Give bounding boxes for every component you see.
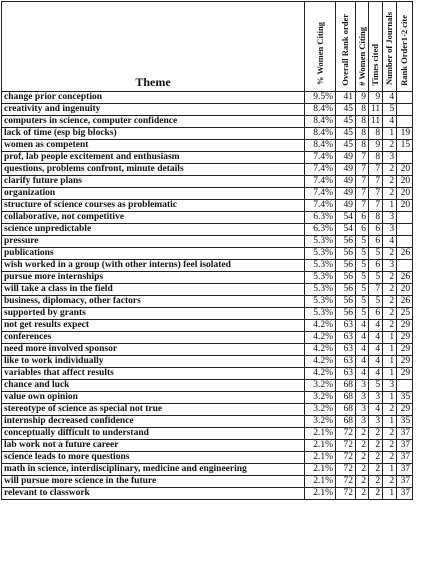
times-cited-cell: 2 xyxy=(369,488,383,500)
number-of-journals-cell: 1 xyxy=(383,368,397,380)
number-of-journals-cell: 2 xyxy=(383,320,397,332)
times-cited-cell: 7 xyxy=(369,176,383,188)
women-citing-count-cell: 4 xyxy=(356,356,369,368)
overall-rank-cell: 45 xyxy=(336,104,356,116)
times-cited-cell: 4 xyxy=(369,320,383,332)
times-cited-cell: 11 xyxy=(369,116,383,128)
women-citing-count-cell: 6 xyxy=(356,212,369,224)
pct-women-citing-cell: 7.4% xyxy=(305,152,336,164)
women-citing-count-cell: 5 xyxy=(356,296,369,308)
theme-cell: math in science, interdisciplinary, medicine and engineering xyxy=(2,464,305,476)
table-row xyxy=(2,428,413,440)
theme-cell: stereotype of science as special not true xyxy=(2,404,305,416)
overall-rank-header xyxy=(336,2,356,92)
rank-order-1-2-cell: 20 xyxy=(397,200,413,212)
times-cited-cell: 3 xyxy=(369,392,383,404)
pct-women-citing-cell: 6.3% xyxy=(305,212,336,224)
pct-women-citing-cell: 5.3% xyxy=(305,284,336,296)
table-row xyxy=(2,344,413,356)
number-of-journals-cell: 2 xyxy=(383,248,397,260)
pct-women-citing-cell: 2.1% xyxy=(305,488,336,500)
table-row xyxy=(2,236,413,248)
rank-order-1-2-cell: 20 xyxy=(397,188,413,200)
times-cited-cell: 5 xyxy=(369,296,383,308)
rank-order-1-2-cell: 26 xyxy=(397,296,413,308)
overall-rank-label: Overall Rank order xyxy=(340,13,351,86)
number-of-journals-cell: 2 xyxy=(383,296,397,308)
header-row xyxy=(2,2,413,92)
overall-rank-cell: 49 xyxy=(336,200,356,212)
number-of-journals-cell: 1 xyxy=(383,128,397,140)
women-citing-count-cell: 5 xyxy=(356,272,369,284)
theme-cell: relevant to classwork xyxy=(2,488,305,500)
times-cited-cell: 8 xyxy=(369,212,383,224)
overall-rank-cell: 45 xyxy=(336,128,356,140)
pct-women-citing-cell: 4.2% xyxy=(305,320,336,332)
overall-rank-cell: 54 xyxy=(336,212,356,224)
rank-order-1-2-cell xyxy=(397,380,413,392)
rank-order-1-2-cell: 35 xyxy=(397,392,413,404)
women-citing-count-cell: 9 xyxy=(356,92,369,104)
women-citing-count-cell: 5 xyxy=(356,248,369,260)
times-cited-cell: 9 xyxy=(369,140,383,152)
theme-cell: conferences xyxy=(2,332,305,344)
table-row xyxy=(2,380,413,392)
rank-order-1-2-cell: 29 xyxy=(397,332,413,344)
pct-women-citing-cell: 5.3% xyxy=(305,296,336,308)
overall-rank-cell: 56 xyxy=(336,272,356,284)
rank-order-1-2-cell xyxy=(397,236,413,248)
times-cited-cell: 4 xyxy=(369,356,383,368)
theme-cell: value own opinion xyxy=(2,392,305,404)
pct-women-citing-cell: 5.3% xyxy=(305,260,336,272)
pct-women-citing-cell: 2.1% xyxy=(305,452,336,464)
theme-cell: need more involved sponsor xyxy=(2,344,305,356)
times-cited-cell: 4 xyxy=(369,404,383,416)
table-row xyxy=(2,488,413,500)
theme-cell: collaborative, not competitive xyxy=(2,212,305,224)
overall-rank-cell: 63 xyxy=(336,368,356,380)
times-cited-cell: 5 xyxy=(369,272,383,284)
pct-women-citing-cell: 7.4% xyxy=(305,176,336,188)
number-of-journals-cell: 1 xyxy=(383,464,397,476)
times-cited-cell: 6 xyxy=(369,224,383,236)
theme-cell: science unpredictable xyxy=(2,224,305,236)
pct-women-citing-cell: 3.2% xyxy=(305,392,336,404)
overall-rank-cell: 56 xyxy=(336,284,356,296)
number-of-journals-cell: 2 xyxy=(383,284,397,296)
table-row xyxy=(2,440,413,452)
women-citing-count-cell: 2 xyxy=(356,464,369,476)
table-row xyxy=(2,200,413,212)
table-row xyxy=(2,224,413,236)
pct-women-citing-cell: 8.4% xyxy=(305,128,336,140)
theme-cell: business, diplomacy, other factors xyxy=(2,296,305,308)
women-citing-count-cell: 2 xyxy=(356,452,369,464)
pct-women-citing-cell: 6.3% xyxy=(305,224,336,236)
theme-cell: variables that affect results xyxy=(2,368,305,380)
rank-order-1-2-cell xyxy=(397,224,413,236)
overall-rank-cell: 72 xyxy=(336,476,356,488)
theme-cell: like to work individually xyxy=(2,356,305,368)
overall-rank-cell: 68 xyxy=(336,380,356,392)
overall-rank-cell: 68 xyxy=(336,392,356,404)
women-citing-count-cell: 5 xyxy=(356,308,369,320)
theme-cell: pursue more internships xyxy=(2,272,305,284)
theme-cell: structure of science courses as problematic xyxy=(2,200,305,212)
theme-cell: prof, lab people excitement and enthusiasm xyxy=(2,152,305,164)
times-cited-cell: 9 xyxy=(369,92,383,104)
times-cited-cell: 2 xyxy=(369,476,383,488)
theme-cell: clarify future plans xyxy=(2,176,305,188)
pct-women-citing-cell: 2.1% xyxy=(305,428,336,440)
rank-order-1-2-cell: 26 xyxy=(397,248,413,260)
rank-order-1-2-cell: 29 xyxy=(397,320,413,332)
number-of-journals-label: Number of Journals xyxy=(384,12,395,86)
women-citing-count-header xyxy=(356,2,369,92)
table-row xyxy=(2,284,413,296)
overall-rank-cell: 56 xyxy=(336,296,356,308)
rank-order-1-2-cell: 37 xyxy=(397,440,413,452)
rank-order-1-2-cell xyxy=(397,212,413,224)
number-of-journals-cell: 4 xyxy=(383,116,397,128)
women-citing-count-cell: 8 xyxy=(356,116,369,128)
overall-rank-cell: 63 xyxy=(336,320,356,332)
women-citing-count-cell: 7 xyxy=(356,200,369,212)
pct-women-citing-cell: 7.4% xyxy=(305,164,336,176)
themes-table xyxy=(1,1,413,500)
pct-women-citing-cell: 4.2% xyxy=(305,344,336,356)
rank-order-1-2-cell: 29 xyxy=(397,368,413,380)
times-cited-cell: 2 xyxy=(369,440,383,452)
number-of-journals-cell: 1 xyxy=(383,356,397,368)
number-of-journals-header xyxy=(383,2,397,92)
pct-women-citing-cell: 2.1% xyxy=(305,464,336,476)
theme-cell: change prior conception xyxy=(2,92,305,104)
overall-rank-cell: 72 xyxy=(336,440,356,452)
women-citing-count-cell: 8 xyxy=(356,104,369,116)
table-row xyxy=(2,116,413,128)
rank-order-1-2-cell xyxy=(397,116,413,128)
pct-women-citing-cell: 3.2% xyxy=(305,416,336,428)
theme-cell: pressure xyxy=(2,236,305,248)
theme-cell: lab work not a future career xyxy=(2,440,305,452)
theme-cell: women as competent xyxy=(2,140,305,152)
number-of-journals-cell: 2 xyxy=(383,176,397,188)
rank-order-1-2-cell: 37 xyxy=(397,476,413,488)
rank-order-1-2-cell: 29 xyxy=(397,356,413,368)
rank-order-1-2-cell: 37 xyxy=(397,428,413,440)
number-of-journals-cell: 2 xyxy=(383,188,397,200)
table-body xyxy=(2,92,413,500)
overall-rank-cell: 63 xyxy=(336,344,356,356)
overall-rank-cell: 72 xyxy=(336,452,356,464)
women-citing-count-cell: 7 xyxy=(356,152,369,164)
pct-women-citing-cell: 5.3% xyxy=(305,236,336,248)
table-row xyxy=(2,320,413,332)
theme-cell: internship decreased confidence xyxy=(2,416,305,428)
times-cited-cell: 7 xyxy=(369,164,383,176)
table-row xyxy=(2,128,413,140)
table-row xyxy=(2,92,413,104)
pct-women-citing-label: % Women Citing xyxy=(314,22,325,86)
pct-women-citing-cell: 3.2% xyxy=(305,404,336,416)
number-of-journals-cell: 2 xyxy=(383,404,397,416)
women-citing-count-cell: 5 xyxy=(356,260,369,272)
number-of-journals-cell: 4 xyxy=(383,236,397,248)
women-citing-count-cell: 3 xyxy=(356,380,369,392)
overall-rank-cell: 54 xyxy=(336,224,356,236)
overall-rank-cell: 49 xyxy=(336,188,356,200)
number-of-journals-cell: 1 xyxy=(383,488,397,500)
times-cited-cell: 7 xyxy=(369,284,383,296)
pct-women-citing-cell: 5.3% xyxy=(305,308,336,320)
theme-cell: questions, problems confront, minute details xyxy=(2,164,305,176)
table-row xyxy=(2,332,413,344)
pct-women-citing-cell: 2.1% xyxy=(305,476,336,488)
theme-cell: wish worked in a group (with other interns) feel isolated xyxy=(2,260,305,272)
number-of-journals-cell: 1 xyxy=(383,200,397,212)
women-citing-count-cell: 2 xyxy=(356,440,369,452)
table-row xyxy=(2,164,413,176)
theme-cell: will pursue more science in the future xyxy=(2,476,305,488)
women-citing-count-cell: 8 xyxy=(356,128,369,140)
rank-order-1-2-cell: 29 xyxy=(397,404,413,416)
times-cited-cell: 2 xyxy=(369,452,383,464)
table-row xyxy=(2,212,413,224)
theme-cell: not get results expect xyxy=(2,320,305,332)
rank-order-1-2-cell: 20 xyxy=(397,284,413,296)
women-citing-count-cell: 4 xyxy=(356,368,369,380)
women-citing-count-cell: 2 xyxy=(356,428,369,440)
pct-women-citing-cell: 8.4% xyxy=(305,140,336,152)
times-cited-cell: 11 xyxy=(369,104,383,116)
pct-women-citing-cell: 4.2% xyxy=(305,368,336,380)
table-row xyxy=(2,368,413,380)
overall-rank-cell: 63 xyxy=(336,356,356,368)
pct-women-citing-header xyxy=(305,2,336,92)
theme-cell: will take a class in the field xyxy=(2,284,305,296)
women-citing-count-cell: 3 xyxy=(356,404,369,416)
overall-rank-cell: 45 xyxy=(336,140,356,152)
table-row xyxy=(2,188,413,200)
overall-rank-cell: 72 xyxy=(336,464,356,476)
times-cited-cell: 6 xyxy=(369,308,383,320)
rank-order-1-2-header xyxy=(397,2,413,92)
rank-order-1-2-cell xyxy=(397,92,413,104)
times-cited-cell: 8 xyxy=(369,152,383,164)
number-of-journals-cell: 2 xyxy=(383,428,397,440)
pct-women-citing-cell: 7.4% xyxy=(305,200,336,212)
pct-women-citing-cell: 3.2% xyxy=(305,380,336,392)
times-cited-cell: 4 xyxy=(369,368,383,380)
number-of-journals-cell: 1 xyxy=(383,332,397,344)
pct-women-citing-cell: 8.4% xyxy=(305,104,336,116)
number-of-journals-cell: 2 xyxy=(383,164,397,176)
rank-order-1-2-cell: 20 xyxy=(397,164,413,176)
overall-rank-cell: 49 xyxy=(336,152,356,164)
times-cited-cell: 3 xyxy=(369,416,383,428)
women-citing-count-cell: 6 xyxy=(356,224,369,236)
theme-cell: computers in science, computer confidence xyxy=(2,116,305,128)
number-of-journals-cell: 3 xyxy=(383,212,397,224)
times-cited-cell: 4 xyxy=(369,344,383,356)
rank-order-1-2-cell: 15 xyxy=(397,140,413,152)
rank-order-1-2-cell: 20 xyxy=(397,176,413,188)
rank-order-1-2-cell: 37 xyxy=(397,488,413,500)
times-cited-cell: 5 xyxy=(369,248,383,260)
overall-rank-cell: 56 xyxy=(336,248,356,260)
pct-women-citing-cell: 8.4% xyxy=(305,116,336,128)
theme-cell: creativity and ingenuity xyxy=(2,104,305,116)
women-citing-count-cell: 7 xyxy=(356,176,369,188)
table-row xyxy=(2,176,413,188)
pct-women-citing-cell: 4.2% xyxy=(305,332,336,344)
times-cited-label: Times cited xyxy=(370,43,381,86)
rank-order-1-2-cell: 37 xyxy=(397,464,413,476)
times-cited-cell: 8 xyxy=(369,128,383,140)
number-of-journals-cell: 4 xyxy=(383,92,397,104)
number-of-journals-cell: 2 xyxy=(383,308,397,320)
table-row xyxy=(2,140,413,152)
table-row xyxy=(2,404,413,416)
table-row xyxy=(2,272,413,284)
overall-rank-cell: 63 xyxy=(336,332,356,344)
number-of-journals-cell: 2 xyxy=(383,476,397,488)
theme-cell: chance and luck xyxy=(2,380,305,392)
rank-order-1-2-cell: 37 xyxy=(397,452,413,464)
pct-women-citing-cell: 5.3% xyxy=(305,248,336,260)
overall-rank-cell: 56 xyxy=(336,260,356,272)
pct-women-citing-cell: 9.5% xyxy=(305,92,336,104)
table-row xyxy=(2,452,413,464)
number-of-journals-cell: 5 xyxy=(383,104,397,116)
times-cited-cell: 6 xyxy=(369,260,383,272)
theme-cell: organization xyxy=(2,188,305,200)
number-of-journals-cell: 3 xyxy=(383,380,397,392)
women-citing-count-cell: 4 xyxy=(356,320,369,332)
women-citing-count-cell: 5 xyxy=(356,284,369,296)
overall-rank-cell: 72 xyxy=(336,488,356,500)
table-row xyxy=(2,296,413,308)
overall-rank-cell: 68 xyxy=(336,404,356,416)
table-row xyxy=(2,260,413,272)
theme-cell: publications xyxy=(2,248,305,260)
overall-rank-cell: 41 xyxy=(336,92,356,104)
number-of-journals-cell: 2 xyxy=(383,452,397,464)
overall-rank-cell: 68 xyxy=(336,416,356,428)
times-cited-cell: 2 xyxy=(369,428,383,440)
rank-order-1-2-cell: 26 xyxy=(397,272,413,284)
times-cited-header xyxy=(369,2,383,92)
theme-column-header: Theme xyxy=(2,2,305,92)
overall-rank-cell: 56 xyxy=(336,308,356,320)
women-citing-count-cell: 4 xyxy=(356,344,369,356)
table-row xyxy=(2,104,413,116)
theme-cell: conceptually difficult to understand xyxy=(2,428,305,440)
times-cited-cell: 4 xyxy=(369,332,383,344)
times-cited-cell: 7 xyxy=(369,200,383,212)
rank-order-1-2-cell: 35 xyxy=(397,416,413,428)
women-citing-count-cell: 3 xyxy=(356,416,369,428)
rank-order-1-2-cell: 29 xyxy=(397,344,413,356)
table-row xyxy=(2,392,413,404)
times-cited-cell: 2 xyxy=(369,464,383,476)
number-of-journals-cell: 2 xyxy=(383,272,397,284)
number-of-journals-cell: 1 xyxy=(383,392,397,404)
women-citing-count-cell: 4 xyxy=(356,332,369,344)
overall-rank-cell: 45 xyxy=(336,116,356,128)
pct-women-citing-cell: 7.4% xyxy=(305,188,336,200)
women-citing-count-cell: 3 xyxy=(356,392,369,404)
table-row xyxy=(2,248,413,260)
theme-cell: science leads to more questions xyxy=(2,452,305,464)
overall-rank-cell: 49 xyxy=(336,176,356,188)
times-cited-cell: 7 xyxy=(369,188,383,200)
rank-order-1-2-cell: 25 xyxy=(397,308,413,320)
women-citing-count-cell: 7 xyxy=(356,164,369,176)
women-citing-count-label: # Women Citing xyxy=(356,26,367,86)
number-of-journals-cell: 2 xyxy=(383,440,397,452)
table-row xyxy=(2,152,413,164)
rank-order-1-2-cell: 19 xyxy=(397,128,413,140)
women-citing-count-cell: 7 xyxy=(356,188,369,200)
times-cited-cell: 5 xyxy=(369,380,383,392)
rank-order-1-2-cell xyxy=(397,260,413,272)
number-of-journals-cell: 1 xyxy=(383,416,397,428)
women-citing-count-cell: 5 xyxy=(356,236,369,248)
number-of-journals-cell: 3 xyxy=(383,260,397,272)
pct-women-citing-cell: 2.1% xyxy=(305,440,336,452)
rank-order-1-2-cell xyxy=(397,152,413,164)
times-cited-cell: 6 xyxy=(369,236,383,248)
table-row xyxy=(2,476,413,488)
women-citing-count-cell: 8 xyxy=(356,140,369,152)
pct-women-citing-cell: 5.3% xyxy=(305,272,336,284)
women-citing-count-cell: 2 xyxy=(356,488,369,500)
table-row xyxy=(2,464,413,476)
overall-rank-cell: 49 xyxy=(336,164,356,176)
number-of-journals-cell: 1 xyxy=(383,344,397,356)
table-row xyxy=(2,308,413,320)
overall-rank-cell: 56 xyxy=(336,236,356,248)
rank-order-1-2-label: Rank Order1-2 cite xyxy=(399,14,410,86)
women-citing-count-cell: 2 xyxy=(356,476,369,488)
theme-cell: supported by grants xyxy=(2,308,305,320)
number-of-journals-cell: 2 xyxy=(383,140,397,152)
rank-order-1-2-cell xyxy=(397,104,413,116)
table-row xyxy=(2,416,413,428)
number-of-journals-cell: 3 xyxy=(383,224,397,236)
overall-rank-cell: 72 xyxy=(336,428,356,440)
theme-cell: lack of time (esp big blocks) xyxy=(2,128,305,140)
table-row xyxy=(2,356,413,368)
number-of-journals-cell: 3 xyxy=(383,152,397,164)
pct-women-citing-cell: 4.2% xyxy=(305,356,336,368)
